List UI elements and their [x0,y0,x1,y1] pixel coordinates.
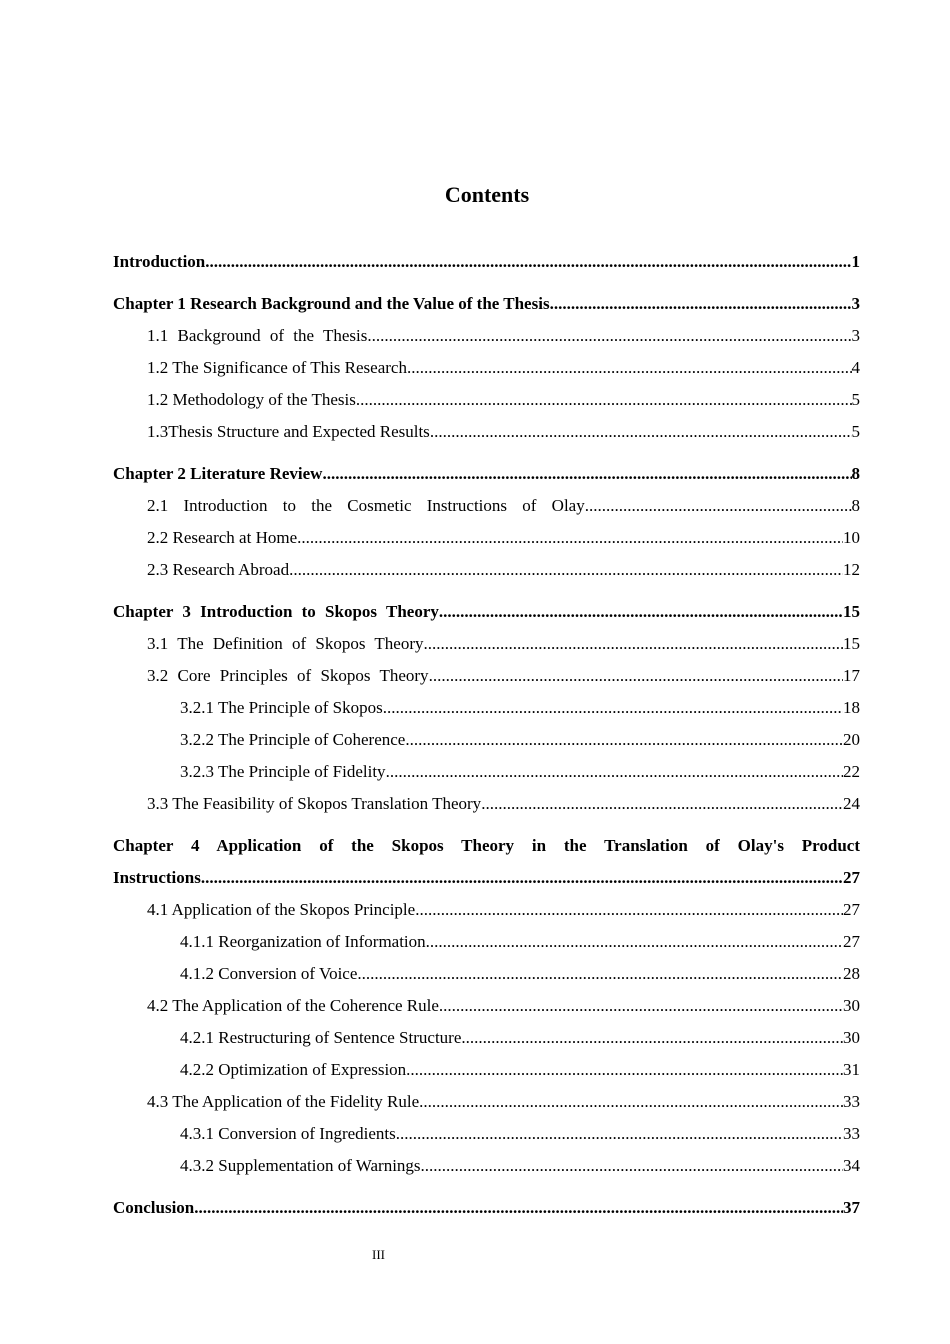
toc-entry-chapter-1[interactable] [113,288,860,320]
toc-entry-label: 4.2 The Application of the Coherence Rule [147,996,439,1015]
toc-entry-label: Chapter 2 Literature Review [113,464,323,483]
toc-entry-label: 2.3 Research Abroad [147,560,290,579]
dot-leader [357,958,843,990]
dot-leader [194,1192,843,1224]
toc-entry-page: 30 [843,996,860,1015]
page-number-footer: III [372,1247,385,1262]
toc-entry-page: 8 [851,496,860,515]
toc-entry-3-2-1[interactable] [113,692,860,724]
toc-entry-chapter-4[interactable] [113,830,860,894]
dot-leader [461,1022,843,1054]
toc-entry-4-1[interactable] [113,894,860,926]
toc-entry-page: 27 [843,900,860,919]
dot-leader [550,288,852,320]
toc-entry-page: 15 [843,602,860,621]
toc-entry-chapter-2[interactable] [113,458,860,490]
dot-leader [430,416,852,448]
toc-entry-label: 1.2 The Significance of This Research [147,358,407,377]
toc-entry-label-continued: Instructions [113,868,201,887]
toc-entry-label: 4.1.1 Reorganization of Information [180,932,426,951]
toc-entry-1-3[interactable] [113,416,860,448]
toc-entry-page: 30 [843,1028,860,1047]
dot-leader [429,660,843,692]
toc-entry-page: 33 [843,1124,860,1143]
table-of-contents [113,246,860,1224]
toc-entry-page: 37 [843,1198,860,1217]
toc-entry-introduction[interactable] [113,246,860,278]
toc-entry-label: 4.3.2 Supplementation of Warnings [180,1156,421,1175]
dot-leader [426,926,843,958]
dot-leader [439,990,843,1022]
toc-entry-conclusion[interactable] [113,1192,860,1224]
dot-leader [406,1054,843,1086]
toc-entry-page: 20 [843,730,860,749]
toc-entry-label: Introduction [113,252,206,271]
toc-entry-label: 4.2.2 Optimization of Expression [180,1060,407,1079]
toc-entry-1-2-methodology[interactable] [113,384,860,416]
toc-entry-page: 10 [843,528,860,547]
page-title: Contents [444,182,530,207]
dot-leader [396,1118,843,1150]
toc-entry-label: 4.3.1 Conversion of Ingredients [180,1124,396,1143]
toc-entry-page: 24 [843,794,860,813]
dot-leader [205,246,851,278]
toc-entry-1-1[interactable] [113,320,860,352]
dot-leader [383,692,843,724]
toc-entry-page: 4 [851,358,860,377]
dot-leader [297,522,843,554]
toc-entry-page: 31 [843,1060,860,1079]
toc-entry-label: 4.1.2 Conversion of Voice [180,964,358,983]
toc-entry-4-1-2[interactable] [113,958,860,990]
dot-leader [322,458,851,490]
toc-entry-3-2-2[interactable] [113,724,860,756]
toc-entry-page: 15 [843,634,860,653]
toc-entry-label: 1.2 Methodology of the Thesis [147,390,356,409]
dot-leader [415,894,843,926]
toc-entry-label: Chapter 3 Introduction to Skopos Theory [113,602,439,621]
toc-entry-label: 1.1 Background of the Thesis [147,326,368,345]
toc-entry-label: Conclusion [113,1198,195,1217]
toc-entry-2-2[interactable] [113,522,860,554]
toc-entry-label: 4.1 Application of the Skopos Principle [147,900,416,919]
toc-entry-4-2-2[interactable] [113,1054,860,1086]
dot-leader [356,384,852,416]
toc-entry-label: 3.2.1 The Principle of Skopos [180,698,383,717]
toc-entry-3-2[interactable] [113,660,860,692]
toc-entry-page: 34 [843,1156,860,1175]
toc-entry-3-1[interactable] [113,628,860,660]
dot-leader [289,554,843,586]
toc-entry-continuation [113,862,860,894]
toc-entry-page: 27 [843,932,860,951]
toc-entry-label: 3.1 The Definition of Skopos Theory [147,634,424,653]
toc-entry-page: 5 [851,422,860,441]
toc-entry-4-2-1[interactable] [113,1022,860,1054]
toc-entry-page: 17 [843,666,860,685]
toc-entry-page: 3 [851,326,860,345]
toc-entry-label: 4.3 The Application of the Fidelity Rule [147,1092,420,1111]
toc-entry-4-3-2[interactable] [113,1150,860,1182]
toc-entry-page: 33 [843,1092,860,1111]
toc-entry-label: 3.3 The Feasibility of Skopos Translation Theory [147,794,482,813]
toc-entry-label: 1.3Thesis Structure and Expected Results [147,422,430,441]
toc-entry-page: 27 [843,868,860,887]
toc-entry-2-1[interactable] [113,490,860,522]
dot-leader [419,1086,843,1118]
toc-entry-4-3-1[interactable] [113,1118,860,1150]
toc-entry-label: 2.2 Research at Home [147,528,298,547]
dot-leader [201,862,843,894]
toc-entry-page: 12 [843,560,860,579]
toc-entry-page: 3 [851,294,860,313]
toc-entry-3-2-3[interactable] [113,756,860,788]
toc-entry-label: Chapter 4 Application of the Skopos Theory in the Translation of Olay's Product [113,836,860,855]
toc-entry-chapter-3[interactable] [113,596,860,628]
toc-entry-label: 4.2.1 Restructuring of Sentence Structure [180,1028,462,1047]
dot-leader [367,320,851,352]
dot-leader [424,628,843,660]
toc-entry-4-1-1[interactable] [113,926,860,958]
toc-entry-2-3[interactable] [113,554,860,586]
dot-leader [585,490,852,522]
dot-leader [421,1150,843,1182]
toc-entry-label: Chapter 1 Research Background and the Value of the Thesis [113,294,550,313]
dot-leader [405,724,843,756]
toc-entry-label: 2.1 Introduction to the Cosmetic Instructions of Olay [147,496,585,515]
toc-entry-3-3[interactable] [113,788,860,820]
toc-entry-page: 5 [851,390,860,409]
toc-entry-page: 18 [843,698,860,717]
toc-entry-1-2-significance[interactable] [113,352,860,384]
toc-entry-4-3[interactable] [113,1086,860,1118]
toc-entry-4-2[interactable] [113,990,860,1022]
toc-entry-page: 28 [843,964,860,983]
dot-leader [481,788,843,820]
toc-entry-page: 22 [843,762,860,781]
toc-entry-page: 1 [851,252,860,271]
dot-leader [407,352,852,384]
dot-leader [439,596,843,628]
toc-entry-label: 3.2.3 The Principle of Fidelity [180,762,386,781]
toc-entry-label: 3.2 Core Principles of Skopos Theory [147,666,429,685]
toc-entry-label: 3.2.2 The Principle of Coherence [180,730,406,749]
toc-entry-page: 8 [851,464,860,483]
dot-leader [386,756,843,788]
